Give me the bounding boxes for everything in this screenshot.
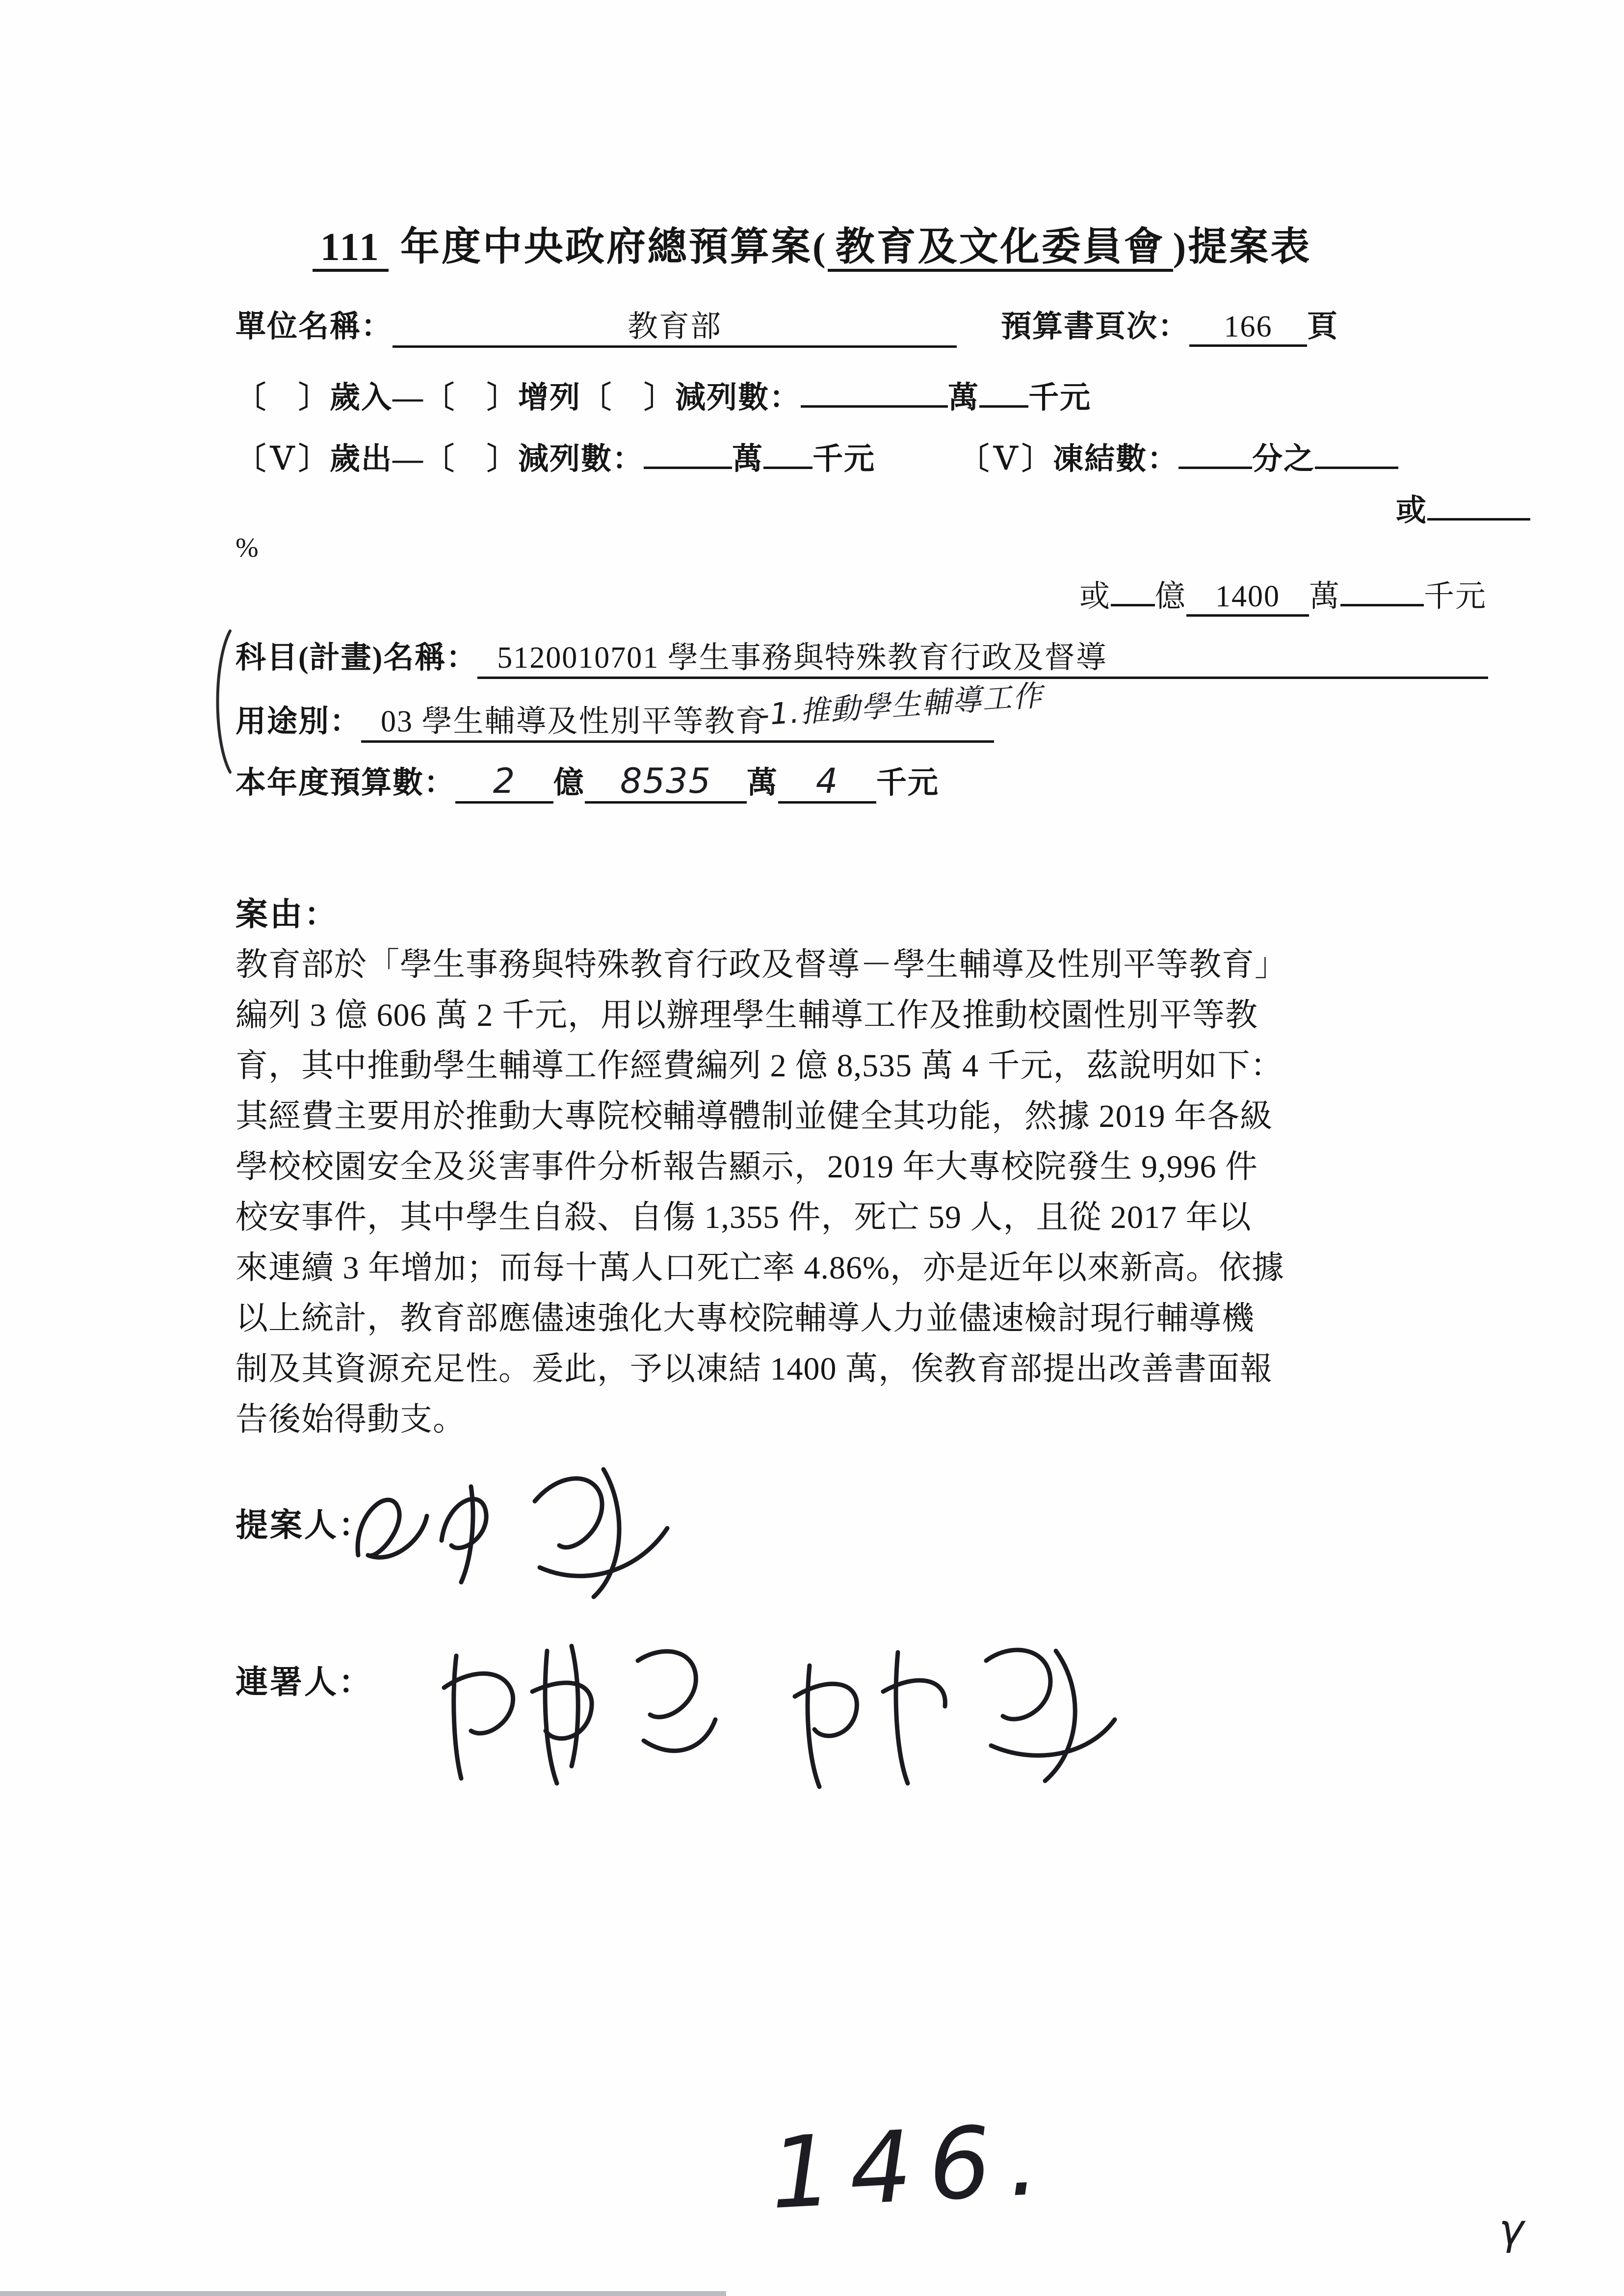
freeze-fenzhi-label: 分之	[1252, 443, 1315, 476]
case-line: 來連續 3 年增加；而每十萬人口死亡率 4.86%，亦是近年以來新高。依據	[236, 1250, 1284, 1286]
budget-qian-value: 4	[815, 761, 839, 801]
budget-row	[236, 758, 939, 804]
expense-checkbox: 〔Ｖ〕	[236, 443, 330, 476]
title-year: 111	[313, 226, 389, 272]
cosigner-label-text: 連署人：	[236, 1665, 373, 1700]
unit-row	[236, 302, 1338, 348]
cosigner-label	[236, 1656, 373, 1702]
corner-mark-text: γ	[1499, 2205, 1524, 2254]
case-line: 教育部於「學生事務與特殊教育行政及督導－學生輔導及性別平等教育」	[236, 947, 1287, 983]
revenue-checkbox: 〔 〕	[236, 381, 330, 415]
case-line: 告後始得動支。	[236, 1402, 466, 1437]
amount-yi-blank	[1111, 577, 1155, 606]
budget-qian-field	[778, 761, 876, 804]
expense-cut-label: 減列數：	[518, 443, 644, 476]
revenue-cut-label: 減列數：	[675, 381, 801, 415]
amount-qian-unit: 千元	[1424, 580, 1487, 613]
freeze-label: 凍結數：	[1053, 443, 1179, 476]
budget-yi-value: 2	[493, 761, 516, 801]
subject-field	[477, 633, 1488, 679]
revenue-add-checkbox: 〔 〕	[424, 381, 519, 415]
expense-wan-blank	[644, 440, 732, 469]
handwritten-page-number-text: 146.	[767, 2102, 1059, 2232]
budget-yi-field	[455, 761, 553, 804]
page-unit-label: 頁	[1307, 310, 1339, 343]
unit-name-value: 教育部	[628, 310, 722, 343]
amount-qian-blank	[1340, 577, 1424, 606]
revenue-wan-blank	[801, 378, 948, 408]
case-heading	[236, 888, 339, 935]
amount-yi-unit: 億	[1155, 580, 1187, 613]
expense-row	[236, 434, 1398, 478]
unit-name-label: 單位名稱：	[236, 310, 393, 343]
amount-wan-value: 1400	[1215, 580, 1281, 613]
expense-cut-checkbox: 〔 〕	[424, 443, 519, 476]
expense-qian-blank	[763, 440, 812, 469]
budget-wan-unit: 萬	[747, 766, 779, 800]
page-index-label: 預算書頁次：	[1001, 310, 1190, 343]
revenue-cut-checkbox: 〔 〕	[581, 381, 676, 415]
case-heading-text: 案由：	[236, 897, 339, 933]
freeze-denominator-blank	[1315, 440, 1398, 469]
amount-wan-field	[1186, 579, 1309, 617]
percent-sign: %	[236, 533, 260, 563]
case-line: 制及其資源充足性。爰此，予以凍結 1400 萬，俟教育部提出改善書面報	[236, 1351, 1273, 1387]
freeze-or-row	[1396, 486, 1530, 529]
revenue-row	[236, 373, 1091, 417]
unit-name-field	[393, 302, 957, 348]
case-line: 以上統計，教育部應儘速強化大專校院輔導人力並儘速檢討現行輔導機	[236, 1301, 1255, 1336]
case-line: 育，其中推動學生輔導工作經費編列 2 億 8,535 萬 4 千元，茲說明如下：	[236, 1048, 1283, 1084]
case-line: 校安事件，其中學生自殺、自傷 1,355 件，死亡 59 人，且從 2017 年以	[236, 1200, 1252, 1235]
revenue-qian-unit: 千元	[1028, 381, 1092, 415]
usage-value: 03 學生輔導及性別平等教育	[381, 705, 767, 738]
cosigner-signatures	[402, 1614, 1148, 1800]
expense-label: 歲出—	[330, 443, 424, 476]
amount-wan-unit: 萬	[1309, 580, 1341, 613]
freeze-numerator-blank	[1179, 440, 1252, 469]
budget-label: 本年度預算數：	[236, 766, 456, 800]
freeze-or-label: 或	[1396, 494, 1428, 527]
subject-row	[236, 633, 1488, 679]
case-line: 其經費主要用於推動大專院校輔導體制並健全其功能，然據 2019 年各級	[236, 1098, 1273, 1134]
subject-label: 科目(計畫)名稱：	[236, 641, 478, 675]
freeze-checkbox: 〔Ｖ〕	[959, 443, 1053, 476]
case-line: 編列 3 億 606 萬 2 千元，用以辦理學生輔導工作及推動校園性別平等教	[236, 997, 1258, 1033]
proposer-label-text: 提案人：	[236, 1508, 373, 1543]
scan-edge-artifact	[0, 2291, 726, 2296]
title-suffix: )提案表	[1173, 226, 1312, 269]
revenue-add-label: 增列	[518, 381, 581, 415]
case-line: 學校校園安全及災害事件分析報告顯示，2019 年大專校院發生 9,996 件	[236, 1149, 1258, 1185]
freeze-or-blank	[1427, 491, 1530, 521]
title-mid: 年度中央政府總預算案(	[388, 226, 828, 269]
expense-qian-unit: 千元	[812, 443, 876, 476]
budget-qian-unit: 千元	[876, 766, 940, 800]
expense-wan-unit: 萬	[732, 443, 764, 476]
handwritten-page-number	[767, 2102, 1058, 2231]
percent-row	[236, 532, 260, 564]
revenue-qian-blank	[979, 378, 1028, 408]
page-index-value: 166	[1224, 310, 1273, 343]
revenue-label: 歲入—	[330, 381, 424, 415]
document-title	[0, 215, 1624, 271]
usage-handwritten-text: -1.推動學生輔導工作	[757, 678, 1044, 733]
subject-value: 5120010701 學生事務與特殊教育行政及督導	[497, 641, 1107, 675]
margin-bracket-mark	[209, 628, 233, 775]
usage-label: 用途別：	[236, 705, 362, 738]
frozen-amount-row	[1079, 572, 1487, 617]
budget-yi-unit: 億	[553, 766, 585, 800]
case-body	[236, 939, 1287, 1445]
corner-mark	[1499, 2205, 1524, 2254]
revenue-wan-unit: 萬	[948, 381, 980, 415]
amount-or-label: 或	[1079, 580, 1111, 613]
title-committee: 教育及文化委員會	[828, 226, 1173, 272]
page-index-field	[1189, 310, 1307, 347]
proposer-signature	[324, 1442, 726, 1614]
budget-wan-field	[585, 761, 747, 804]
budget-wan-value: 8535	[620, 761, 712, 801]
